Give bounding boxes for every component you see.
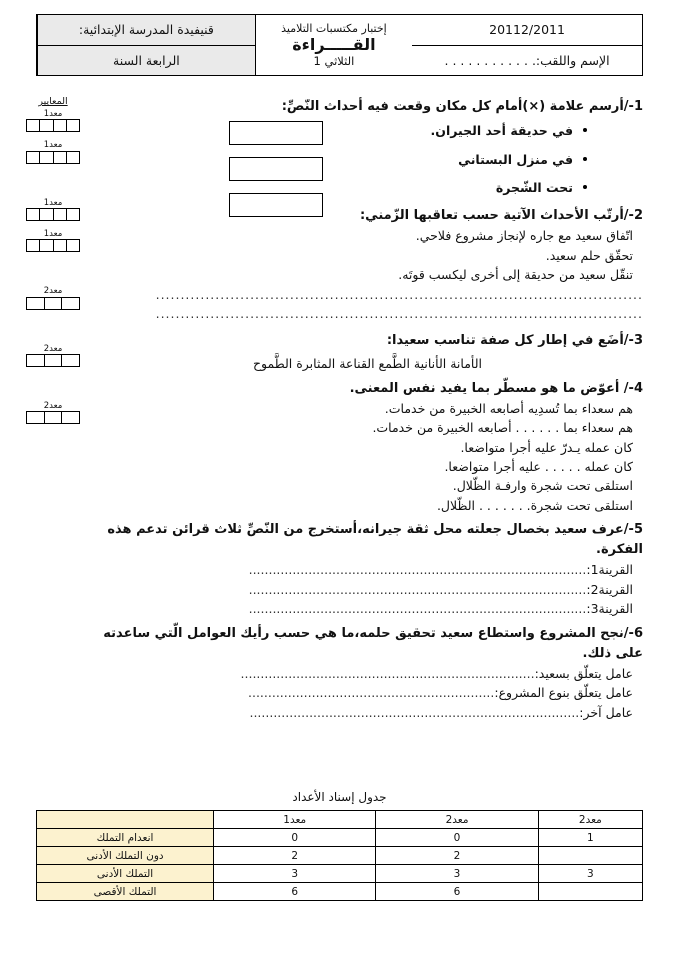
score-table [36, 810, 643, 901]
criteria-label: معد1 [43, 229, 63, 240]
answer-line[interactable]: .................................................................................................. [155, 305, 643, 321]
student-name-row [412, 46, 642, 76]
q2-item: تحقّق حلم سعيد. [545, 247, 633, 263]
criteria-label: معد1 [43, 197, 63, 208]
q3-qualities[interactable]: الأمانة الأنانية الطَّمع القناعة المثابرة الطَّموح [252, 356, 483, 372]
answer-box[interactable] [229, 193, 323, 217]
cell-c2: 2 [376, 847, 538, 865]
criteria-boxes[interactable] [26, 411, 80, 424]
q5-line[interactable]: القرينة2:..................................................................................... [248, 581, 633, 597]
criteria-column [24, 96, 82, 433]
question-1-options [92, 121, 573, 197]
criteria-boxes[interactable] [26, 119, 80, 132]
year-value: الرابعة [145, 52, 180, 68]
exam-header [36, 14, 643, 76]
q4-blank[interactable]: كان عمله . . . . . عليه أجرا متواضعا. [444, 459, 633, 475]
table-row [37, 865, 643, 883]
row-label: التملك الأقصى [37, 883, 214, 901]
criteria-boxes[interactable] [26, 239, 80, 252]
cell-c3 [538, 847, 642, 865]
criteria-label: معد2 [43, 401, 63, 412]
question-1: 1-/أرسم علامة (×)أمام كل مكان وقعت فيه أحداث النّصِّ: [281, 99, 643, 114]
row-label: دون التملك الأدنى [37, 847, 214, 865]
year-label: السنة [113, 52, 142, 68]
row-label: انعدام التملك [37, 829, 214, 847]
criteria-group [26, 402, 80, 431]
cell-c3: 3 [538, 865, 642, 883]
question-4: 4-/ أعوّض ما هو مسطّر بما يفيد نفس المعنى. [349, 380, 643, 396]
table-row [37, 883, 643, 901]
criteria-group [26, 110, 80, 139]
name-dots: . . . . . . . . . . . . [444, 52, 536, 68]
school-value: قنيفيدة [177, 22, 214, 38]
criteria-boxes[interactable] [26, 208, 80, 221]
criteria-label: معد2 [43, 343, 63, 354]
option-item[interactable]: في حديقة أحد الجيران. [92, 121, 573, 140]
row-label: التملك الأدنى [37, 865, 214, 883]
cell-c1: 0 [214, 829, 376, 847]
table-row [37, 811, 643, 829]
answer-line[interactable]: .................................................................................................. [155, 286, 643, 302]
school-label: المدرسة الإبتدائية: [78, 22, 174, 38]
table-row [37, 847, 643, 865]
q2-item: اتّفاق سعيد مع جاره لإنجاز مشروع فلاحي. [415, 228, 633, 244]
cell-c3 [538, 883, 642, 901]
q2-item: تنقّل سعيد من حديقة إلى أخرى ليكسب قوتَه. [398, 267, 633, 283]
option-item[interactable]: في منزل البستاني [92, 150, 573, 169]
header-year-row [38, 46, 255, 76]
exam-subject: القـــــراءة [292, 35, 376, 55]
option-item[interactable]: تحت الشّجرة [92, 178, 573, 197]
q6-line[interactable]: عامل آخر:................................................................................... [249, 704, 633, 720]
cell-c2: 6 [376, 883, 538, 901]
header-school-row [38, 15, 255, 46]
header-c2: معد2 [376, 811, 538, 829]
criteria-boxes[interactable] [26, 297, 80, 310]
criteria-label: معد1 [43, 140, 63, 151]
name-label: الإسم واللقب: [535, 52, 610, 68]
school-year: 20112/2011 [412, 15, 642, 46]
criteria-group [26, 345, 80, 374]
header-school-cell [37, 15, 255, 75]
q5-label: القرينة2: [586, 581, 633, 597]
q6-label: عامل يتعلّق بنوع المشروع: [494, 685, 633, 701]
q4-model: هم سعداء بما تُسدِيه أصابعه الخبيرة من خدمات. [384, 400, 633, 416]
criteria-group [26, 141, 80, 170]
q6-label: عامل يتعلّق بسعيد: [534, 665, 633, 681]
header-identity-cell [412, 15, 642, 75]
criteria-group [26, 230, 80, 259]
header-exam-cell [255, 15, 412, 75]
q5-label: القرينة1: [586, 562, 633, 578]
criteria-title: المعايير [38, 96, 68, 107]
cell-c2: 0 [376, 829, 538, 847]
q4-blank[interactable]: استلقى تحت شجرة. . . . . . . الظّلال. [436, 497, 633, 513]
criteria-group [26, 199, 80, 228]
cell-c2: 3 [376, 865, 538, 883]
exam-body [92, 92, 643, 722]
criteria-boxes[interactable] [26, 151, 80, 164]
criteria-label: معد1 [43, 109, 63, 119]
header-c1: معد1 [214, 811, 376, 829]
q6-line[interactable]: عامل يتعلّق بسعيد:.......................................................................... [240, 665, 633, 681]
q4-model: استلقى تحت شجرة وارفـة الظّلال. [452, 478, 633, 494]
question-1-answer-boxes [229, 121, 323, 229]
question-3: 3-/أضَع في إطار كل صفة تناسب سعيدا: [386, 333, 643, 349]
q6-label: عامل آخر: [579, 704, 633, 720]
q5-line[interactable]: القرينة1:..................................................................................... [248, 562, 633, 578]
q4-blank[interactable]: هم سعداء بما . . . . . . أصابعه الخبيرة من خدمات. [372, 420, 633, 436]
criteria-boxes[interactable] [26, 354, 80, 367]
header-c3: معد2 [538, 811, 642, 829]
cell-c1: 3 [214, 865, 376, 883]
q4-model: كان عمله يـدرّ عليه أجرا متواضعا. [460, 439, 633, 455]
cell-c3: 1 [538, 829, 642, 847]
table-row [37, 829, 643, 847]
answer-box[interactable] [229, 157, 323, 181]
score-table-title: جدول إسناد الأعداد [292, 790, 387, 804]
answer-box[interactable] [229, 121, 323, 145]
question-5: 5-/عرف سعيد بخصال جعلته محل ثقة جيرانه،أستخرج من النّصِّ ثلاث قرائن تدعم هذه الفكرة. [107, 522, 643, 558]
cell-c1: 6 [214, 883, 376, 901]
criteria-group [26, 287, 80, 316]
criteria-label: معد2 [43, 286, 63, 297]
question-6: 6-/نجح المشروع واستطاع سعيد تحقيق حلمه،ما هي حسب رأيك العوامل الّتي ساعدته على ذلك. [103, 625, 643, 661]
row-label-spacer [37, 811, 214, 829]
q5-line[interactable]: القرينة3:..................................................................................... [248, 601, 633, 617]
q5-label: القرينة3: [586, 601, 633, 617]
exam-line: إختبار مكتسبات التلاميذ [281, 21, 387, 35]
q6-line[interactable]: عامل يتعلّق بنوع المشروع:.............................................................. [248, 685, 633, 701]
cell-c1: 2 [214, 847, 376, 865]
exam-term: الثلاثي 1 [313, 54, 355, 69]
question-2: 2-/أرتّب الأحداث الآتية حسب تعاقبها الزّمني: [359, 208, 643, 224]
